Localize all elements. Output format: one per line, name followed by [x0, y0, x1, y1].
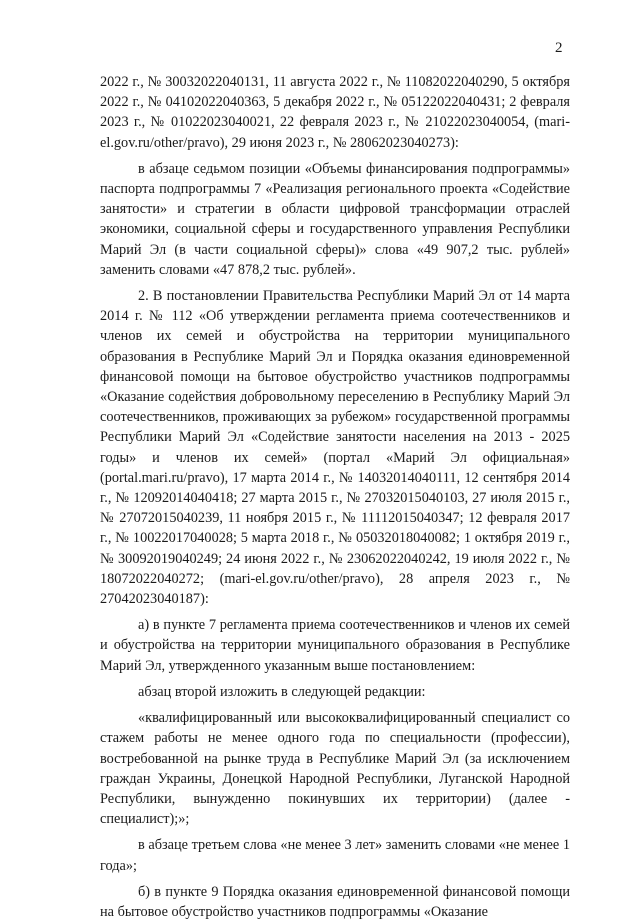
paragraph-quoted-specialist: «квалифицированный или высококвалифицированный специалист со стажем работы не менее одного года по специальности (профессии), востребованной на рынке труда в Республике Марий Эл (за исключением граждан Украины, Донецкой Народной Республики, Луганской Народной Республики, вынужденно покинувших их территории) (далее - специалист);»;: [100, 710, 570, 828]
paragraph-citation-continuation: 2022 г., № 30032022040131, 11 августа 2022 г., № 11082022040290, 5 октября 2022 г., № 04102022040363, 5 декабря 2022 г., № 05122022040431; 2 февраля 2023 г., № 01022023040021, 22 февраля 2023 г., № 21022023040054, (mari-el.gov.ru/other/pravo), 29 июня 2023 г., № 28062023040273):: [100, 74, 570, 151]
page-number: 2: [555, 40, 563, 56]
paragraph-financing-amendment: в абзаце седьмом позиции «Объемы финансирования подпрограммы» паспорта подпрограммы 7 «Реализация регионального проекта «Содействие занятости» и стратегии в области цифровой трансформации отраслей экономики, социальной сферы и государственного управления Республики Марий Эл (в части социальной сферы)» слова «49 907,2 тыс. рублей» заменить словами «47 878,2 тыс. рублей».: [100, 160, 570, 278]
paragraph-resolution-item-2: 2. В постановлении Правительства Республики Марий Эл от 14 марта 2014 г. № 112 «Об утверждении регламента приема соотечественников и членов их семей и обустройства на территории муниципального образования в Республике Марий Эл и Порядка оказания единовременной финансовой помощи на бытовое обустройство участников подпрограммы «Оказание содействия добровольному переселению в Республику Марий Эл соотечественников, проживающих за рубежом» государственной программы Республики Марий Эл «Содействие занятости населения на 2013 - 2025 годы» и членов их семей» (портал «Марий Эл официальная» (portal.mari.ru/pravo), 17 марта 2014 г., № 14032014040111, 12 сентября 2014 г., № 12092014040418; 27 марта 2015 г., № 27032015040103, 27 июля 2015 г., № 27072015040239, 11 ноября 2015 г., № 11112015040347; 12 февраля 2017 г., № 10022017040028; 5 марта 2018 г., № 05032018040082; 1 октября 2019 г., № 30092019040249; 24 июня 2022 г., № 23062022040242, 19 июля 2022 г., № 18072022040272; (mari-el.gov.ru/other/pravo), 28 апреля 2023 г., № 27042023040187):: [100, 288, 570, 608]
paragraph-subitem-b: б) в пункте 9 Порядка оказания единовременной финансовой помощи на бытовое обустройство участников подпрограммы «Оказание: [100, 883, 570, 920]
paragraph-subitem-a: а) в пункте 7 регламента приема соотечественников и членов их семей и обустройства на территории муниципального образования в Республике Марий Эл, утвержденного указанным выше постановлением:: [100, 617, 570, 674]
document-body: [100, 72, 570, 922]
paragraph-second-abzac: абзац второй изложить в следующей редакции:: [138, 683, 426, 700]
paragraph-third-abzac: в абзаце третьем слова «не менее 3 лет» заменить словами «не менее 1 года»;: [100, 837, 570, 874]
